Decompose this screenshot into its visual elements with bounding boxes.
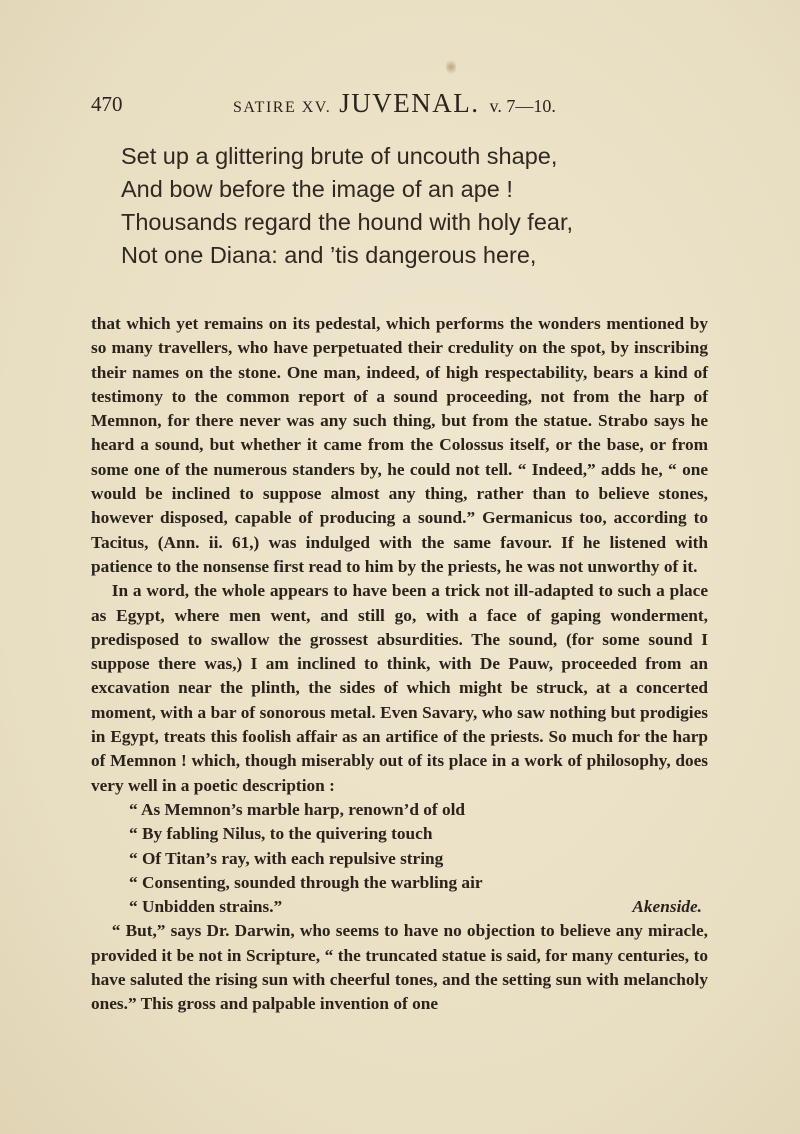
author-name: JUVENAL.	[339, 88, 480, 118]
running-header	[91, 88, 611, 122]
poem-line: Not one Diana: and ’tis dangerous here,	[121, 242, 537, 268]
ink-smudge	[446, 58, 456, 76]
running-title	[233, 88, 556, 119]
block-quote	[91, 798, 708, 919]
verse-reference: v. 7—10.	[489, 96, 556, 116]
commentary-notes	[91, 312, 708, 1017]
poem-line: Set up a glittering brute of uncouth shape,	[121, 143, 558, 169]
quote-line	[129, 895, 708, 919]
page-number: 470	[91, 92, 123, 116]
quote-line: “ Of Titan’s ray, with each repulsive string	[129, 848, 444, 868]
satire-label: SATIRE XV.	[233, 99, 332, 116]
quote-line: “ Consenting, sounded through the warbling air	[129, 872, 483, 892]
quote-line: “ As Memnon’s marble harp, renown’d of old	[129, 799, 466, 819]
commentary-paragraph: In a word, the whole appears to have been a trick not ill-adapted to such a place as Egypt, where men went, and still go, with a face of gaping wonderment, predisposed to swallow the grossest absurdities. The sound, (for some sound I suppose there was,) I am inclined to think, with De Pauw, proceeded from an excavation near the plinth, the sides of which might be struck, at a concerted moment, with a bar of sonorous metal. Even Savary, who saw nothing but prodigies in Egypt, treats this foolish affair as an artifice of the priests. So much for the harp of Memnon ! which, though miserably out of its place in a work of philosophy, does very well in a poetic description :	[91, 581, 708, 795]
poem-line: Thousands regard the hound with holy fear,	[121, 209, 574, 235]
commentary-paragraph: that which yet remains on its pedestal, which performs the wonders mentioned by so many travellers, who have perpetuated their credulity on the spot, by inscribing their names on the stone. One man, indeed, of high respectability, bears a kind of testimony to the common report of a sound proceeding, not from the harp of Memnon, for there never was any such thing, but from the statue. Strabo says he heard a sound, but whether it came from the Colossus itself, or the base, or from some one of the numerous standers by, he could not tell. “ Indeed,” adds he, “ one would be inclined to suppose almost any thing, rather than to believe stones, however disposed, capable of producing a sound.” Germanicus too, according to Tacitus, (Ann. ii. 61,) was indulged with the same favour. If he listened with patience to the nonsense first read to him by the priests, he was not unworthy of it.	[91, 314, 708, 576]
quote-final-line: “ Unbidden strains.”	[129, 897, 283, 917]
poem-line: And bow before the image of an ape !	[121, 176, 513, 202]
quote-attribution: Akenside.	[632, 897, 702, 917]
commentary-paragraph: “ But,” says Dr. Darwin, who seems to have no objection to believe any miracle, provided it be not in Scripture, “ the truncated statue is said, for many centuries, to have saluted the rising sun with cheerful tones, and the setting sun with melancholy ones.” This gross and palpable invention of one	[91, 921, 708, 1014]
quote-line: “ By fabling Nilus, to the quivering touch	[129, 824, 433, 844]
poem-stanza	[121, 140, 681, 272]
